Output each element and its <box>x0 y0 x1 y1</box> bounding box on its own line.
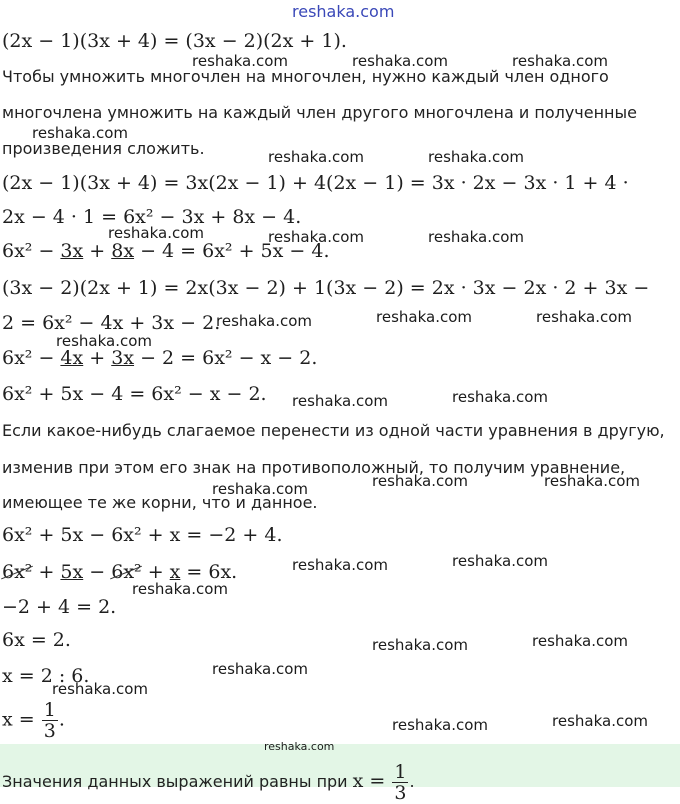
operator: + <box>83 240 112 262</box>
watermark: reshaka.com <box>544 472 640 490</box>
watermark: reshaka.com <box>452 552 548 570</box>
answer-fraction <box>392 762 408 803</box>
watermark: reshaka.com <box>292 392 388 410</box>
equation-simplified: 6x² + 5x − 4 = 6x² − x − 2. <box>2 383 267 405</box>
watermark: reshaka.com <box>192 52 288 70</box>
underlined-term: 5x <box>60 561 84 583</box>
watermark: reshaka.com <box>56 332 152 350</box>
fraction-numerator: 1 <box>394 761 407 783</box>
underlined-term: 3x <box>60 240 84 262</box>
left-side-simplified <box>2 561 237 583</box>
fraction <box>42 700 58 741</box>
underlined-term: 4x <box>60 347 84 369</box>
watermark: reshaka.com <box>552 712 648 730</box>
term: x = <box>2 708 41 731</box>
rule-multiply-line1: Чтобы умножить многочлен на многочлен, нужно каждый член одного <box>2 67 609 86</box>
watermark: reshaka.com <box>392 716 488 734</box>
watermark: reshaka.com <box>536 308 632 326</box>
answer-variable: x = <box>352 770 392 792</box>
simplify-right <box>2 347 317 369</box>
crossed-term: 6x² <box>111 561 142 583</box>
crossed-term: 6x² <box>2 561 33 583</box>
term: . <box>58 708 65 731</box>
operator: + <box>83 347 112 369</box>
fraction-denominator: 3 <box>43 720 56 742</box>
watermark: reshaka.com <box>268 228 364 246</box>
term: 6x² − <box>2 347 61 369</box>
term: = 6x. <box>180 561 238 583</box>
watermark: reshaka.com <box>52 680 148 698</box>
fraction-denominator: 3 <box>394 782 407 804</box>
watermark-top: reshaka.com <box>292 2 395 21</box>
watermark: reshaka.com <box>212 660 308 678</box>
watermark: reshaka.com <box>428 148 524 166</box>
term: − 4 = 6x² + 5x − 4. <box>134 240 330 262</box>
expand-left-line1: (2x − 1)(3x + 4) = 3x(2x − 1) + 4(2x − 1) = 3x · 2x − 3x · 1 + 4 · <box>2 172 629 194</box>
rule-transfer-line3: имеющее те же корни, что и данное. <box>2 493 318 512</box>
expand-right-line2: 2 = 6x² − 4x + 3x − 2. <box>2 312 221 334</box>
underlined-term: 8x <box>111 240 135 262</box>
expand-left-line2: 2x − 4 · 1 = 6x² − 3x + 8x − 4. <box>2 206 302 228</box>
rule-transfer-line1: Если какое-нибудь слагаемое перенести из одной части уравнения в другую, <box>2 421 665 440</box>
rule-multiply-line3: произведения сложить. <box>2 139 205 158</box>
answer-label: Значения данных выражений равны при <box>2 772 353 791</box>
watermark: reshaka.com <box>352 52 448 70</box>
watermark: reshaka.com <box>452 388 548 406</box>
watermark: reshaka.com <box>32 124 128 142</box>
watermark: reshaka.com <box>216 312 312 330</box>
equation-linear: 6x = 2. <box>2 629 71 651</box>
watermark: reshaka.com <box>376 308 472 326</box>
watermark: reshaka.com <box>292 556 388 574</box>
watermark: reshaka.com <box>264 740 335 753</box>
equation-transferred: 6x² + 5x − 6x² + x = −2 + 4. <box>2 524 283 546</box>
watermark: reshaka.com <box>132 580 228 598</box>
underlined-term: 3x <box>111 347 135 369</box>
underlined-term: x <box>169 561 181 583</box>
solution <box>2 700 65 741</box>
watermark: reshaka.com <box>428 228 524 246</box>
equation-original: (2x − 1)(3x + 4) = (3x − 2)(2x + 1). <box>2 30 347 52</box>
operator: − <box>83 561 112 583</box>
answer-text <box>2 762 415 803</box>
term: − 2 = 6x² − x − 2. <box>134 347 318 369</box>
watermark: reshaka.com <box>212 480 308 498</box>
watermark: reshaka.com <box>512 52 608 70</box>
watermark: reshaka.com <box>372 472 468 490</box>
simplify-left <box>2 240 329 262</box>
operator: + <box>32 561 61 583</box>
expand-right-line1: (3x − 2)(2x + 1) = 2x(3x − 2) + 1(3x − 2) = 2x · 3x − 2x · 2 + 3x − <box>2 277 650 299</box>
rule-transfer-line2: изменив при этом его знак на противоположный, то получим уравнение, <box>2 458 626 477</box>
watermark: reshaka.com <box>108 224 204 242</box>
watermark: reshaka.com <box>532 632 628 650</box>
fraction-numerator: 1 <box>43 699 56 721</box>
watermark: reshaka.com <box>372 636 468 654</box>
right-side-simplified: −2 + 4 = 2. <box>2 596 117 618</box>
solve-division: x = 2 : 6. <box>2 665 90 687</box>
operator: + <box>141 561 170 583</box>
answer-suffix: . <box>409 772 415 791</box>
term: 6x² − <box>2 240 61 262</box>
rule-multiply-line2: многочлена умножить на каждый член другого многочлена и полученные <box>2 103 637 122</box>
watermark: reshaka.com <box>268 148 364 166</box>
